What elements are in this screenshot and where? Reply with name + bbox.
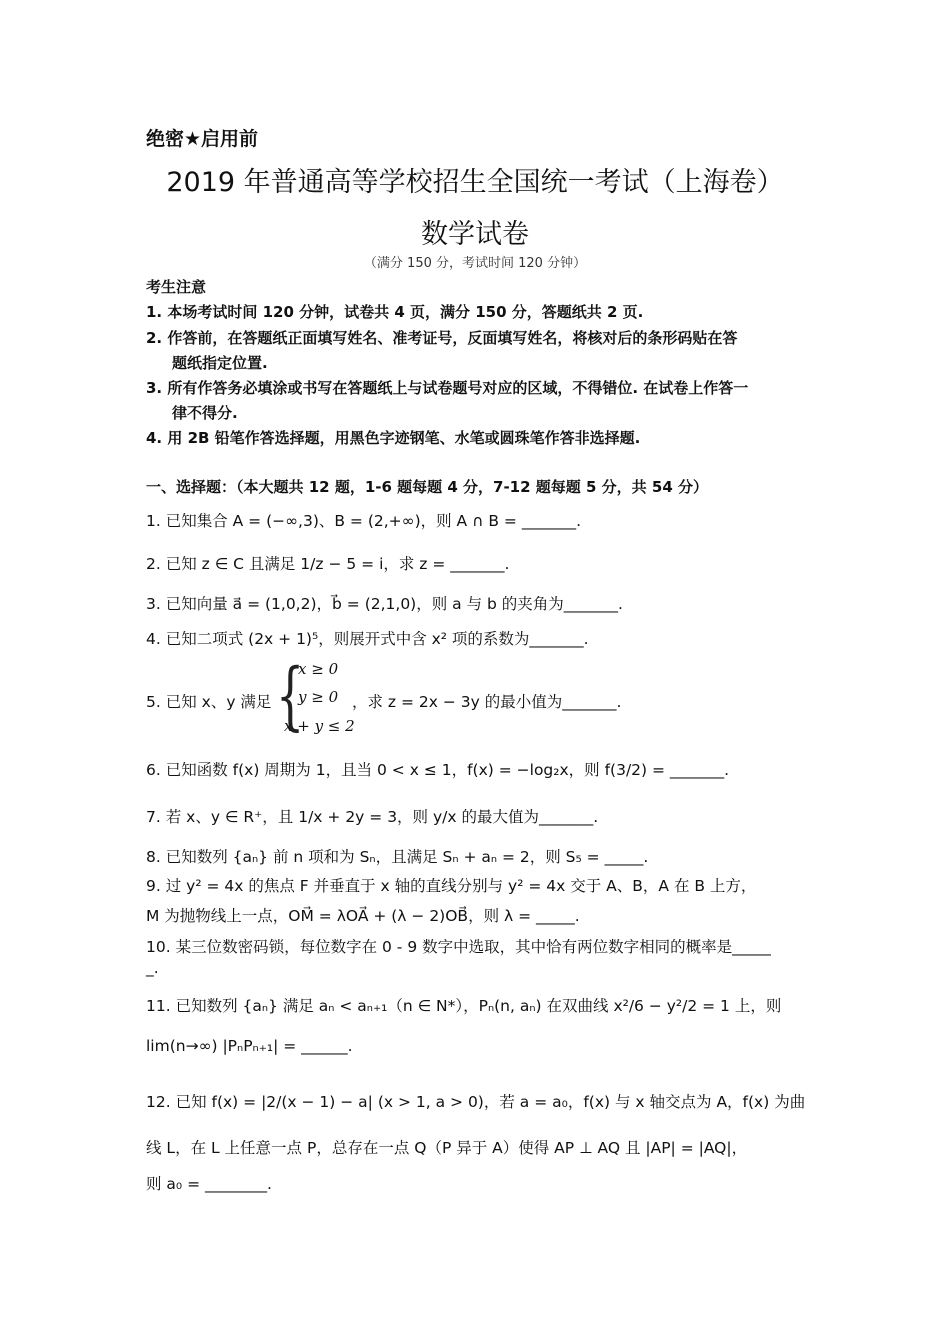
- question-12-line-3: 则 a₀ = ________.: [146, 1175, 272, 1193]
- notice-item: 3. 所有作答务必填涂或书写在答题纸上与试卷题号对应的区域，不得错位. 在试卷上作答一: [146, 379, 749, 397]
- notice-heading: 考生注意: [146, 278, 207, 296]
- question-12-line-2: 线 L，在 L 上任意一点 P，总存在一点 Q（P 异于 A）使得 AP ⊥ AQ 且 |AP| = |AQ|，: [146, 1139, 748, 1157]
- question-12-line-1: 12. 已知 f(x) = |2/(x − 1) − a| (x > 1, a > 0)，若 a = a₀，f(x) 与 x 轴交点为 A，f(x) 为曲: [146, 1093, 806, 1111]
- exam-subtitle: 数学试卷: [421, 219, 529, 250]
- question-1: 1. 已知集合 A = (−∞,3)、B = (2,+∞)，则 A ∩ B = _______.: [146, 512, 582, 530]
- question-5-tail: ，求 z = 2x − 3y 的最小值为_______.: [352, 693, 622, 711]
- notice-item: 4. 用 2B 铅笔作答选择题，用黑色字迹钢笔、水笔或圆珠笔作答非选择题.: [146, 429, 641, 447]
- brace-icon: {: [276, 653, 305, 739]
- question-2: 2. 已知 z ∈ C 且满足 1/z − 5 = i，求 z = _______.: [146, 555, 510, 573]
- question-10-line-2: _.: [146, 959, 159, 977]
- question-8: 8. 已知数列 {aₙ} 前 n 项和为 Sₙ，且满足 Sₙ + aₙ = 2，则 S₅ = _____.: [146, 848, 649, 866]
- question-7: 7. 若 x、y ∈ R⁺，且 1/x + 2y = 3，则 y/x 的最大值为_______.: [146, 808, 599, 826]
- question-3: 3. 已知向量 a⃗ = (1,0,2)，b⃗ = (2,1,0)，则 a 与 b 的夹角为_______.: [146, 595, 623, 613]
- question-4: 4. 已知二项式 (2x + 1)⁵，则展开式中含 x² 项的系数为_______.: [146, 630, 589, 648]
- exam-title: 2019 年普通高等学校招生全国统一考试（上海卷）: [166, 167, 784, 198]
- section-heading: 一、选择题：（本大题共 12 题，1-6 题每题 4 分，7-12 题每题 5 分，共 54 分）: [146, 478, 708, 496]
- constraint-row: x ≥ 0: [298, 660, 339, 678]
- question-11-line-1: 11. 已知数列 {aₙ} 满足 aₙ < aₙ₊₁（n ∈ N*），Pₙ(n, aₙ) 在双曲线 x²/6 − y²/2 = 1 上，则: [146, 997, 782, 1015]
- question-10-line-1: 10. 某三位数密码锁，每位数字在 0 - 9 数字中选取，其中恰有两位数字相同的概率是_____: [146, 938, 771, 956]
- exam-meta: （满分 150 分，考试时间 120 分钟）: [363, 256, 587, 271]
- confidential-badge: 绝密★启用前: [146, 128, 259, 150]
- constraint-row: y ≥ 0: [298, 688, 339, 706]
- notice-item: 题纸指定位置.: [172, 354, 268, 372]
- notice-item: 律不得分.: [172, 404, 238, 422]
- question-11-line-2: lim(n→∞) |PₙPₙ₊₁| = ______.: [146, 1037, 353, 1055]
- notice-item: 2. 作答前，在答题纸正面填写姓名、准考证号，反面填写姓名，将核对后的条形码贴在答: [146, 329, 738, 347]
- question-9-line-1: 9. 过 y² = 4x 的焦点 F 并垂直于 x 轴的直线分别与 y² = 4x 交于 A、B，A 在 B 上方，: [146, 877, 757, 895]
- constraint-row: x + y ≤ 2: [284, 717, 355, 735]
- question-6: 6. 已知函数 f(x) 周期为 1，且当 0 < x ≤ 1，f(x) = −log₂x，则 f(3/2) = _______.: [146, 761, 730, 779]
- question-5-lead: 5. 已知 x、y 满足: [146, 693, 272, 711]
- question-9-line-2: M 为抛物线上一点，OM⃗ = λOA⃗ + (λ − 2)OB⃗，则 λ = _____.: [146, 907, 580, 925]
- constraint-system: [276, 653, 355, 740]
- notice-item: 1. 本场考试时间 120 分钟，试卷共 4 页，满分 150 分，答题纸共 2 页.: [146, 303, 644, 321]
